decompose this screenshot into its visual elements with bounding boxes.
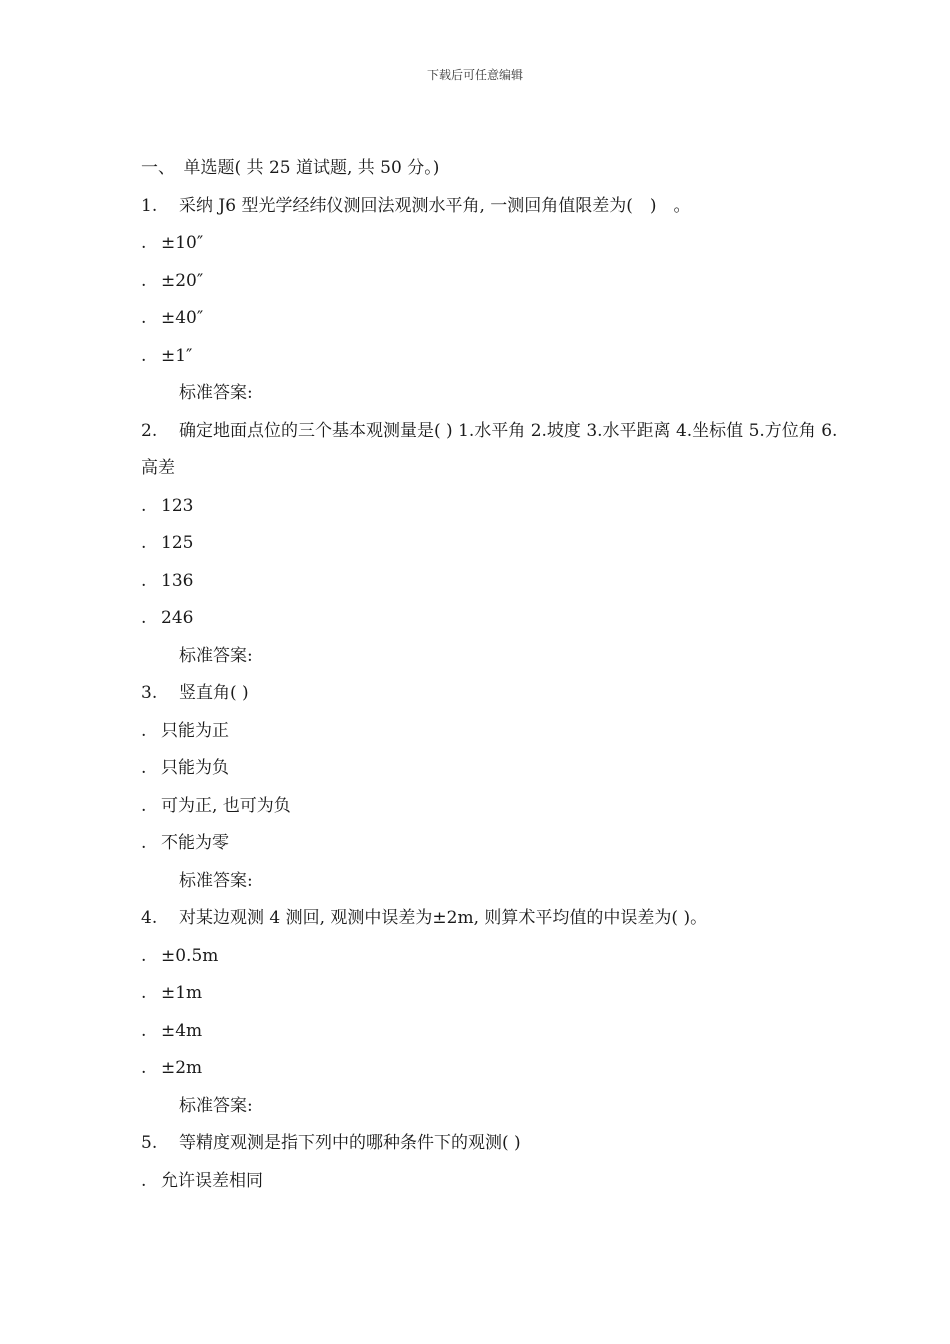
option xyxy=(141,750,841,788)
option-text: ±0.5m xyxy=(161,945,219,966)
option-text: 不能为零 xyxy=(161,833,229,853)
option xyxy=(141,975,841,1013)
option xyxy=(141,1013,841,1051)
answer-label: 标准答案: xyxy=(179,870,253,891)
option xyxy=(141,600,841,638)
question-stem: 确定地面点位的三个基本观测量是( ) 1.水平角 2.坡度 3.水平距离 4.坐标值 5.方位角 6.高差 xyxy=(141,420,838,478)
option xyxy=(141,1163,841,1201)
option-text: 只能为正 xyxy=(161,720,229,741)
question-stem: 采纳 J6 型光学经纬仪测回法观测水平角, 一测回角值限差为( ) 。 xyxy=(179,195,691,216)
option-marker: . xyxy=(141,758,147,778)
option xyxy=(141,713,841,751)
question-text xyxy=(141,675,841,713)
option-marker: . xyxy=(141,270,147,291)
document-body xyxy=(141,150,841,1200)
option-text: ±1m xyxy=(161,983,203,1003)
option-marker: . xyxy=(141,1058,147,1078)
option xyxy=(141,525,841,563)
question-number: 3. xyxy=(141,683,158,703)
option-marker: . xyxy=(141,795,147,816)
option xyxy=(141,488,841,526)
option-text: ±1″ xyxy=(161,345,193,366)
option xyxy=(141,1050,841,1088)
section-title: 一、 单选题( 共 25 道试题, 共 50 分。) xyxy=(141,158,440,178)
question-5 xyxy=(141,1125,841,1200)
question-text xyxy=(141,900,841,938)
question-number: 5. xyxy=(141,1133,158,1153)
question-stem: 等精度观测是指下列中的哪种条件下的观测( ) xyxy=(179,1133,521,1153)
answer-label: 标准答案: xyxy=(179,645,253,666)
question-text xyxy=(141,413,841,488)
option xyxy=(141,338,841,376)
option-marker: . xyxy=(141,308,147,328)
option-marker: . xyxy=(141,495,147,516)
option-text: 136 xyxy=(161,570,194,591)
question-number: 1. xyxy=(141,195,158,216)
option-marker: . xyxy=(141,533,147,553)
question-number: 2. xyxy=(141,420,158,441)
question-4 xyxy=(141,900,841,1125)
option xyxy=(141,263,841,301)
option-text: ±4m xyxy=(161,1020,203,1041)
option-text: ±10″ xyxy=(161,233,204,253)
option-marker: . xyxy=(141,233,147,253)
option-marker: . xyxy=(141,983,147,1003)
question-stem: 竖直角( ) xyxy=(179,683,249,703)
question-text xyxy=(141,1125,841,1163)
option-marker: . xyxy=(141,945,147,966)
option-marker: . xyxy=(141,608,147,628)
question-3 xyxy=(141,675,841,900)
option-text: 只能为负 xyxy=(161,758,229,778)
question-stem: 对某边观测 4 测回, 观测中误差为±2m, 则算术平均值的中误差为( )。 xyxy=(179,908,708,928)
option-marker: . xyxy=(141,833,147,853)
answer-label: 标准答案: xyxy=(179,383,253,403)
option-marker: . xyxy=(141,720,147,741)
option-marker: . xyxy=(141,1170,147,1191)
question-1 xyxy=(141,188,841,413)
option-marker: . xyxy=(141,345,147,366)
option-marker: . xyxy=(141,570,147,591)
question-2 xyxy=(141,413,841,676)
option-text: 可为正, 也可为负 xyxy=(161,795,291,816)
option xyxy=(141,825,841,863)
option-text: 123 xyxy=(161,495,194,516)
option xyxy=(141,938,841,976)
question-number: 4. xyxy=(141,908,158,928)
option-text: ±2m xyxy=(161,1058,203,1078)
option xyxy=(141,225,841,263)
page-header: 下载后可任意编辑 xyxy=(426,68,523,82)
option-text: ±40″ xyxy=(161,308,204,328)
option-text: 246 xyxy=(161,608,194,628)
option xyxy=(141,563,841,601)
option xyxy=(141,788,841,826)
option-text: 允许误差相同 xyxy=(161,1170,263,1191)
option-text: ±20″ xyxy=(161,270,204,291)
option-text: 125 xyxy=(161,533,194,553)
answer-label: 标准答案: xyxy=(179,1095,253,1116)
option xyxy=(141,300,841,338)
option-marker: . xyxy=(141,1020,147,1041)
question-text xyxy=(141,188,841,226)
